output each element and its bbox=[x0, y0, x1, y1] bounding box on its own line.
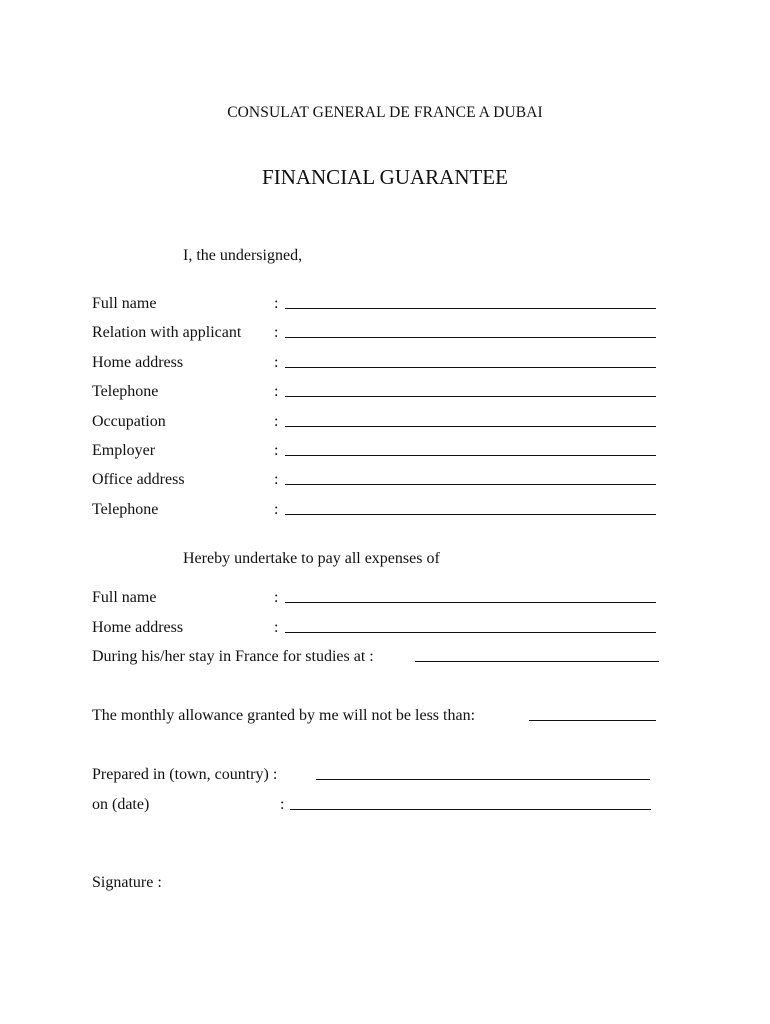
guarantor-home-address-field[interactable] bbox=[285, 367, 656, 368]
field-colon: : bbox=[274, 501, 279, 518]
allowance-label: The monthly allowance granted by me will not be less than: bbox=[92, 707, 476, 724]
guarantor-occupation-field[interactable] bbox=[285, 426, 656, 427]
field-colon: : bbox=[274, 413, 279, 430]
field-label: Relation with applicant bbox=[92, 324, 242, 341]
studies-label: During his/her stay in France for studies at : bbox=[92, 648, 374, 665]
field-label: Telephone bbox=[92, 383, 159, 400]
allowance-field[interactable] bbox=[529, 720, 656, 721]
guarantor-office-address-field[interactable] bbox=[285, 484, 656, 485]
field-colon: : bbox=[274, 619, 279, 636]
field-label: Home address bbox=[92, 619, 184, 636]
intro-text: I, the undersigned, bbox=[183, 247, 303, 264]
field-label: Telephone bbox=[92, 501, 159, 518]
field-colon: : bbox=[274, 354, 279, 371]
field-label: Home address bbox=[92, 354, 184, 371]
field-label: Employer bbox=[92, 442, 156, 459]
applicant-home-address-field[interactable] bbox=[285, 632, 656, 633]
guarantor-relation-field[interactable] bbox=[285, 337, 656, 338]
field-label: Office address bbox=[92, 471, 185, 488]
field-label: Occupation bbox=[92, 413, 166, 430]
studies-field[interactable] bbox=[415, 661, 659, 662]
guarantor-office-telephone-field[interactable] bbox=[285, 514, 656, 515]
field-label: Full name bbox=[92, 589, 157, 606]
field-colon: : bbox=[274, 471, 279, 488]
prepared-place-field[interactable] bbox=[316, 779, 650, 780]
date-field[interactable] bbox=[290, 809, 651, 810]
consulate-heading: CONSULAT GENERAL DE FRANCE A DUBAI bbox=[227, 104, 543, 121]
guarantor-telephone-field[interactable] bbox=[285, 396, 656, 397]
undertake-text: Hereby undertake to pay all expenses of bbox=[183, 550, 440, 567]
field-colon: : bbox=[274, 442, 279, 459]
field-colon: : bbox=[274, 295, 279, 312]
guarantor-full-name-field[interactable] bbox=[285, 308, 656, 309]
applicant-full-name-field[interactable] bbox=[285, 602, 656, 603]
page-title: FINANCIAL GUARANTEE bbox=[262, 165, 508, 189]
field-colon: : bbox=[274, 324, 279, 341]
field-colon: : bbox=[274, 383, 279, 400]
guarantor-employer-field[interactable] bbox=[285, 455, 656, 456]
signature-label: Signature : bbox=[92, 874, 162, 891]
date-label: on (date) bbox=[92, 796, 150, 813]
field-colon: : bbox=[274, 589, 279, 606]
field-label: Full name bbox=[92, 295, 157, 312]
prepared-label: Prepared in (town, country) : bbox=[92, 766, 278, 783]
field-colon: : bbox=[280, 796, 285, 813]
